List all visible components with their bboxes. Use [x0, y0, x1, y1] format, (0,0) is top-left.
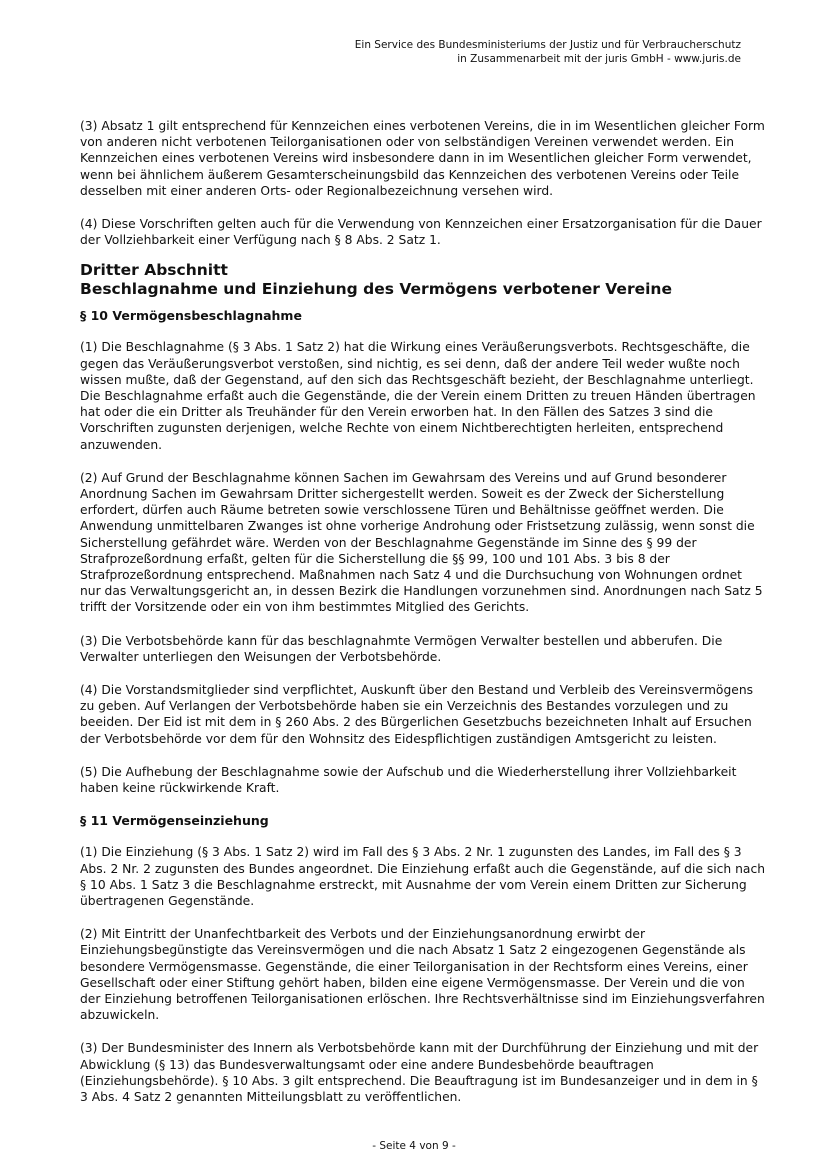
paragraph-11-1: (1) Die Einziehung (§ 3 Abs. 1 Satz 2) wird im Fall des § 3 Abs. 2 Nr. 1 zugunsten des Landes, im Fall des § 3 Abs. 2 Nr. 2 zugunsten des Bundes angeordnet. Die Einziehung erfaßt auch die Gegenstände, auf die sich nach § 10 Abs. 1 Satz 3 die Beschlagnahme erstreckt, mit Ausnahme der vom Verein einem Dritten zur Sicherung übertragenen Gegenstände.: [80, 845, 766, 908]
section-11-heading: § 11 Vermögenseinziehung: [80, 813, 269, 829]
page-footer: - Seite 4 von 9 -: [372, 1140, 456, 1152]
header-line-2: in Zusammenarbeit mit der juris GmbH - www.juris.de: [457, 53, 741, 65]
paragraph-10-5: (5) Die Aufhebung der Beschlagnahme sowie der Aufschub und die Wiederherstellung ihrer Vollziehbarkeit haben keine rückwirkende Kraft.: [80, 764, 737, 796]
document-body: [80, 118, 766, 1122]
paragraph-9-3: (3) Absatz 1 gilt entsprechend für Kennzeichen eines verbotenen Vereins, die in im Wesentlichen gleicher Form von anderen nicht verbotenen Teilorganisationen oder von selbständigen Vereinen verwendet werden. Ein Kennzeichen eines verbotenen Vereins wird insbesondere dann in im Wesentlichen gleicher Form verwendet, wenn bei ähnlichem äußerem Gesamterscheinungsbild das Kennzeichen des verbotenen Vereins oder Teile desselben mit einer anderen Orts- oder Regionalbezeichnung versehen wird.: [80, 119, 765, 198]
paragraph-10-4: (4) Die Vorstandsmitglieder sind verpflichtet, Auskunft über den Bestand und Verbleib des Vereinsvermögens zu geben. Auf Verlangen der Verbotsbehörde haben sie ein Verzeichnis des Bestandes vorzulegen und zu beeiden. Der Eid ist mit dem in § 260 Abs. 2 des Bürgerlichen Gesetzbuchs bezeichneten Inhalt auf Ersuchen der Verbotsbehörde vor dem für den Wohnsitz des Eidespflichtigen zuständigen Amtsgericht zu leisten.: [80, 683, 754, 746]
section-title: Dritter Abschnitt: [80, 261, 228, 280]
paragraph-11-2: (2) Mit Eintritt der Unanfechtbarkeit des Verbots und der Einziehungsanordnung erwirbt der Einziehungsbegünstigte das Vereinsvermögen und die nach Absatz 1 Satz 2 eingezogenen Gegenstände als besondere Vermögensmasse. Gegenstände, die einer Teilorganisation in der Rechtsform eines Vereins, einer Gesellschaft oder einer Stiftung gehört haben, bilden eine eigene Vermögensmasse. Der Verein und die von der Einziehung betroffenen Teilorganisationen erlöschen. Ihre Rechtsverhältnisse sind im Einziehungsverfahren abzuwickeln.: [80, 927, 765, 1023]
paragraph-10-3: (3) Die Verbotsbehörde kann für das beschlagnahmte Vermögen Verwalter bestellen und abberufen. Die Verwalter unterliegen den Weisungen der Verbotsbehörde.: [80, 633, 723, 664]
header-line-1: Ein Service des Bundesministeriums der Justiz und für Verbraucherschutz: [354, 39, 741, 51]
section-10-heading: § 10 Vermögensbeschlagnahme: [80, 308, 302, 324]
page-header: [355, 38, 741, 66]
section-subtitle: Beschlagnahme und Einziehung des Vermögens verbotener Vereine: [80, 280, 672, 299]
paragraph-10-2: (2) Auf Grund der Beschlagnahme können Sachen im Gewahrsam des Vereins und auf Grund besonderer Anordnung Sachen im Gewahrsam Dritter sichergestellt werden. Soweit es der Zweck der Sicherstellung erfordert, dürfen auch Räume betreten sowie verschlossene Türen und Behältnisse geöffnet werden. Die Anwendung unmittelbaren Zwanges ist ohne vorherige Androhung oder Fristsetzung zulässig, wenn sonst die Sicherstellung gefährdet wäre. Werden von der Beschlagnahme Gegenstände im Sinne des § 99 der Strafprozeßordnung erfaßt, gelten für die Sicherstellung die §§ 99, 100 und 101 Abs. 3 bis 8 der Strafprozeßordnung entsprechend. Maßnahmen nach Satz 4 und die Durchsuchung von Wohnungen ordnet nur das Verwaltungsgericht an, in dessen Bezirk die Handlungen vorzunehmen sind. Anordnungen nach Satz 5 trifft der Vorsitzende oder ein von ihm bestimmtes Mitglied des Gerichts.: [80, 470, 763, 615]
paragraph-10-1: (1) Die Beschlagnahme (§ 3 Abs. 1 Satz 2) hat die Wirkung eines Veräußerungsverbots. Rechtsgeschäfte, die gegen das Veräußerungsverbot verstoßen, sind nichtig, es sei denn, daß der andere Teil weder wußte noch wissen mußte, daß der Gegenstand, auf den sich das Rechtsgeschäft bezieht, der Beschlagnahme unterliegt. Die Beschlagnahme erfaßt auch die Gegenstände, die der Verein einem Dritten zu treuen Händen übertragen hat oder die ein Dritter als Treuhänder für den Verein erworben hat. In den Fällen des Satzes 3 sind die Vorschriften zugunsten derjenigen, welche Rechte von einem Nichtberechtigten herleiten, entsprechend anzuwenden.: [80, 340, 756, 452]
paragraph-11-3: (3) Der Bundesminister des Innern als Verbotsbehörde kann mit der Durchführung der Einziehung und mit der Abwicklung (§ 13) das Bundesverwaltungsamt oder eine andere Bundesbehörde beauftragen (Einziehungsbehörde). § 10 Abs. 3 gilt entsprechend. Die Beauftragung ist im Bundesanzeiger und in dem in § 3 Abs. 4 Satz 2 genannten Mitteilungsblatt zu veröffentlichen.: [80, 1041, 759, 1104]
paragraph-9-4: (4) Diese Vorschriften gelten auch für die Verwendung von Kennzeichen einer Ersatzorganisation für die Dauer der Vollziehbarkeit einer Verfügung nach § 8 Abs. 2 Satz 1.: [80, 217, 762, 248]
